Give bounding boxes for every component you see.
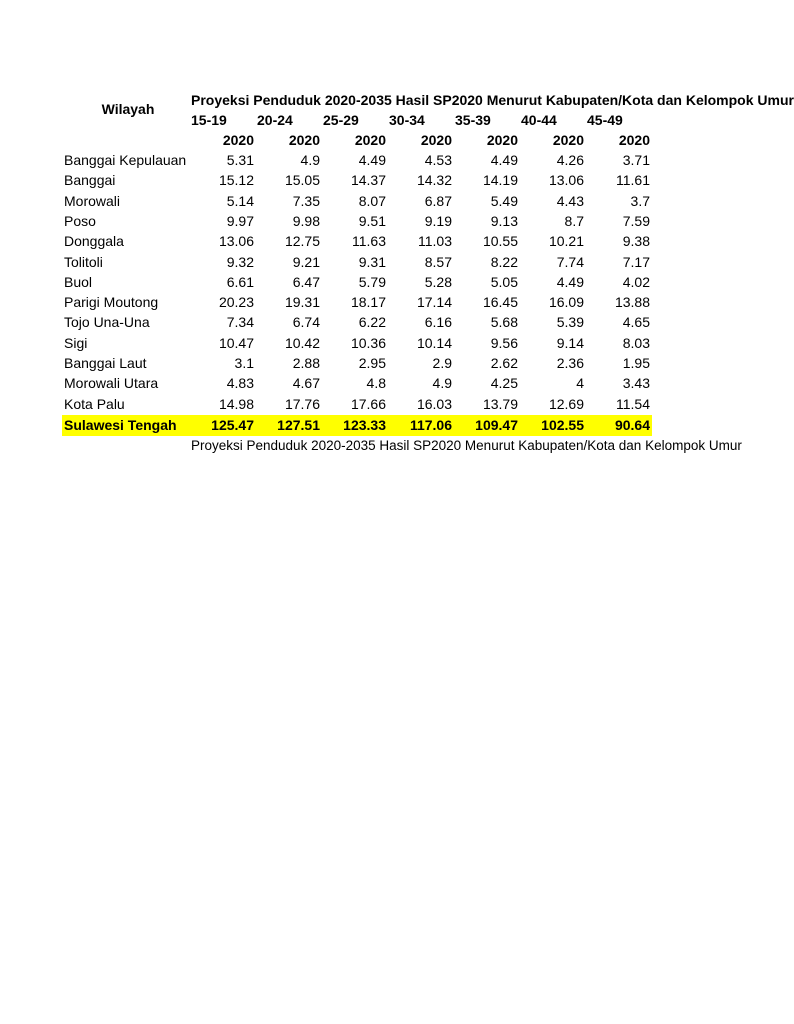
year-header: 2020 (222, 132, 254, 148)
data-cell: 5.31 (226, 152, 254, 168)
data-cell: 9.98 (292, 212, 320, 229)
data-cell: 4.26 (556, 152, 584, 168)
region-name: Morowali Utara (64, 375, 159, 392)
data-cell: 5.49 (490, 192, 518, 209)
data-cell: 10.55 (482, 233, 518, 250)
data-cell: 17.76 (284, 395, 320, 412)
data-cell: 9.13 (490, 212, 518, 229)
data-cell: 4.53 (424, 152, 452, 168)
data-cell: 4.43 (556, 192, 584, 209)
region-name: Banggai Laut (64, 355, 147, 371)
data-cell: 7.59 (622, 212, 650, 229)
data-cell: 15.12 (218, 172, 254, 189)
data-cell: 4.65 (622, 314, 650, 331)
data-cell: 12.69 (548, 395, 584, 412)
data-cell: 14.98 (218, 395, 254, 412)
data-cell: 9.32 (226, 253, 254, 270)
data-cell: 3.7 (630, 192, 650, 209)
data-cell: 4.83 (226, 375, 254, 392)
data-cell: 4.67 (292, 375, 320, 392)
year-header: 2020 (618, 132, 650, 148)
data-cell: 10.36 (350, 334, 386, 351)
data-cell: 8.07 (358, 192, 386, 209)
data-cell: 6.74 (292, 314, 320, 331)
data-cell: 18.17 (350, 294, 386, 311)
data-cell: 15.05 (284, 172, 320, 189)
data-cell: 3.71 (622, 152, 650, 168)
data-cell: 17.14 (416, 294, 452, 311)
data-cell: 5.39 (556, 314, 584, 331)
data-cell: 16.45 (482, 294, 518, 311)
data-cell: 9.21 (292, 253, 320, 270)
data-cell: 10.21 (548, 233, 584, 250)
total-cell: 125.47 (211, 417, 254, 433)
data-cell: 8.7 (564, 212, 584, 229)
table-footnote: Proyeksi Penduduk 2020-2035 Hasil SP2020 Menurut Kabupaten/Kota dan Kelompok Umur (191, 438, 742, 453)
total-cell: 90.64 (614, 417, 650, 433)
age-group-header: 25-29 (323, 112, 359, 128)
region-name: Parigi Moutong (64, 294, 159, 311)
year-header: 2020 (288, 132, 320, 148)
data-cell: 7.17 (622, 253, 650, 270)
region-column-header: Wilayah (101, 101, 155, 117)
data-cell: 1.95 (622, 355, 650, 371)
region-name: Kota Palu (64, 395, 125, 412)
data-cell: 2.88 (292, 355, 320, 371)
data-cell: 10.42 (284, 334, 320, 351)
data-cell: 6.16 (424, 314, 452, 331)
age-group-header: 15-19 (191, 112, 227, 128)
data-cell: 17.66 (350, 395, 386, 412)
data-cell: 13.79 (482, 395, 518, 412)
data-cell: 5.79 (358, 273, 386, 290)
data-cell: 9.97 (226, 212, 254, 229)
data-cell: 9.51 (358, 212, 386, 229)
data-cell: 13.06 (548, 172, 584, 189)
total-cell: 109.47 (475, 417, 518, 433)
data-cell: 8.03 (622, 334, 650, 351)
data-cell: 4.8 (366, 375, 386, 392)
data-cell: 2.36 (556, 355, 584, 371)
region-name: Morowali (64, 192, 121, 209)
data-cell: 9.56 (490, 334, 518, 351)
data-cell: 9.19 (424, 212, 452, 229)
data-cell: 7.35 (292, 192, 320, 209)
region-name: Sigi (64, 334, 88, 351)
data-cell: 3.43 (622, 375, 650, 392)
region-name: Tolitoli (64, 253, 103, 270)
region-name: Donggala (64, 233, 124, 250)
data-cell: 4 (576, 375, 584, 392)
total-cell: 127.51 (277, 417, 320, 433)
total-cell: 102.55 (541, 417, 584, 433)
data-cell: 3.1 (234, 355, 254, 371)
year-header: 2020 (420, 132, 452, 148)
data-cell: 4.49 (490, 152, 518, 168)
region-name: Tojo Una-Una (64, 314, 150, 331)
data-cell: 4.25 (490, 375, 518, 392)
data-cell: 5.28 (424, 273, 452, 290)
data-cell: 9.31 (358, 253, 386, 270)
total-cell: 117.06 (409, 417, 452, 433)
age-group-header: 40-44 (521, 112, 557, 128)
age-group-header: 35-39 (455, 112, 491, 128)
age-group-header: 20-24 (257, 112, 293, 128)
data-cell: 2.62 (490, 355, 518, 371)
data-cell: 7.74 (556, 253, 584, 270)
year-header: 2020 (354, 132, 386, 148)
data-cell: 6.47 (292, 273, 320, 290)
data-cell: 6.22 (358, 314, 386, 331)
data-cell: 16.03 (416, 395, 452, 412)
data-cell: 7.34 (226, 314, 254, 331)
data-cell: 11.61 (616, 172, 650, 189)
data-cell: 14.19 (482, 172, 518, 189)
age-group-header: 30-34 (389, 112, 425, 128)
table-area (0, 0, 794, 460)
data-cell: 9.14 (556, 334, 584, 351)
data-cell: 16.09 (548, 294, 584, 311)
data-cell: 2.9 (432, 355, 452, 371)
region-name: Poso (64, 212, 96, 229)
data-cell: 8.22 (490, 253, 518, 270)
data-cell: 10.14 (416, 334, 452, 351)
data-cell: 11.54 (616, 395, 650, 412)
data-cell: 4.9 (300, 152, 320, 168)
age-group-header: 45-49 (587, 112, 623, 128)
data-cell: 4.02 (622, 273, 650, 290)
data-cell: 14.37 (350, 172, 386, 189)
data-cell: 5.68 (490, 314, 518, 331)
data-cell: 4.9 (432, 375, 452, 392)
data-cell: 6.87 (424, 192, 452, 209)
year-header: 2020 (552, 132, 584, 148)
data-cell: 11.03 (418, 233, 452, 250)
region-name: Buol (64, 273, 93, 290)
data-cell: 13.06 (218, 233, 254, 250)
data-cell: 2.95 (358, 355, 386, 371)
total-cell: 123.33 (343, 417, 386, 433)
region-name: Banggai (64, 172, 116, 189)
data-cell: 14.32 (416, 172, 452, 189)
table-title: Proyeksi Penduduk 2020-2035 Hasil SP2020 Menurut Kabupaten/Kota dan Kelompok Umur (191, 92, 794, 108)
data-cell: 5.14 (226, 192, 254, 209)
data-cell: 12.75 (284, 233, 320, 250)
data-cell: 4.49 (556, 273, 584, 290)
data-cell: 10.47 (218, 334, 254, 351)
data-cell: 5.05 (490, 273, 518, 290)
data-cell: 6.61 (226, 273, 254, 290)
data-cell: 11.63 (352, 233, 386, 250)
data-cell: 4.49 (358, 152, 386, 168)
year-header: 2020 (486, 132, 518, 148)
data-cell: 13.88 (614, 294, 650, 311)
region-name: Banggai Kepulauan (64, 152, 187, 168)
total-region-name: Sulawesi Tengah (64, 417, 177, 433)
data-cell: 20.23 (218, 294, 254, 311)
data-cell: 19.31 (284, 294, 320, 311)
data-cell: 9.38 (622, 233, 650, 250)
data-cell: 8.57 (424, 253, 452, 270)
